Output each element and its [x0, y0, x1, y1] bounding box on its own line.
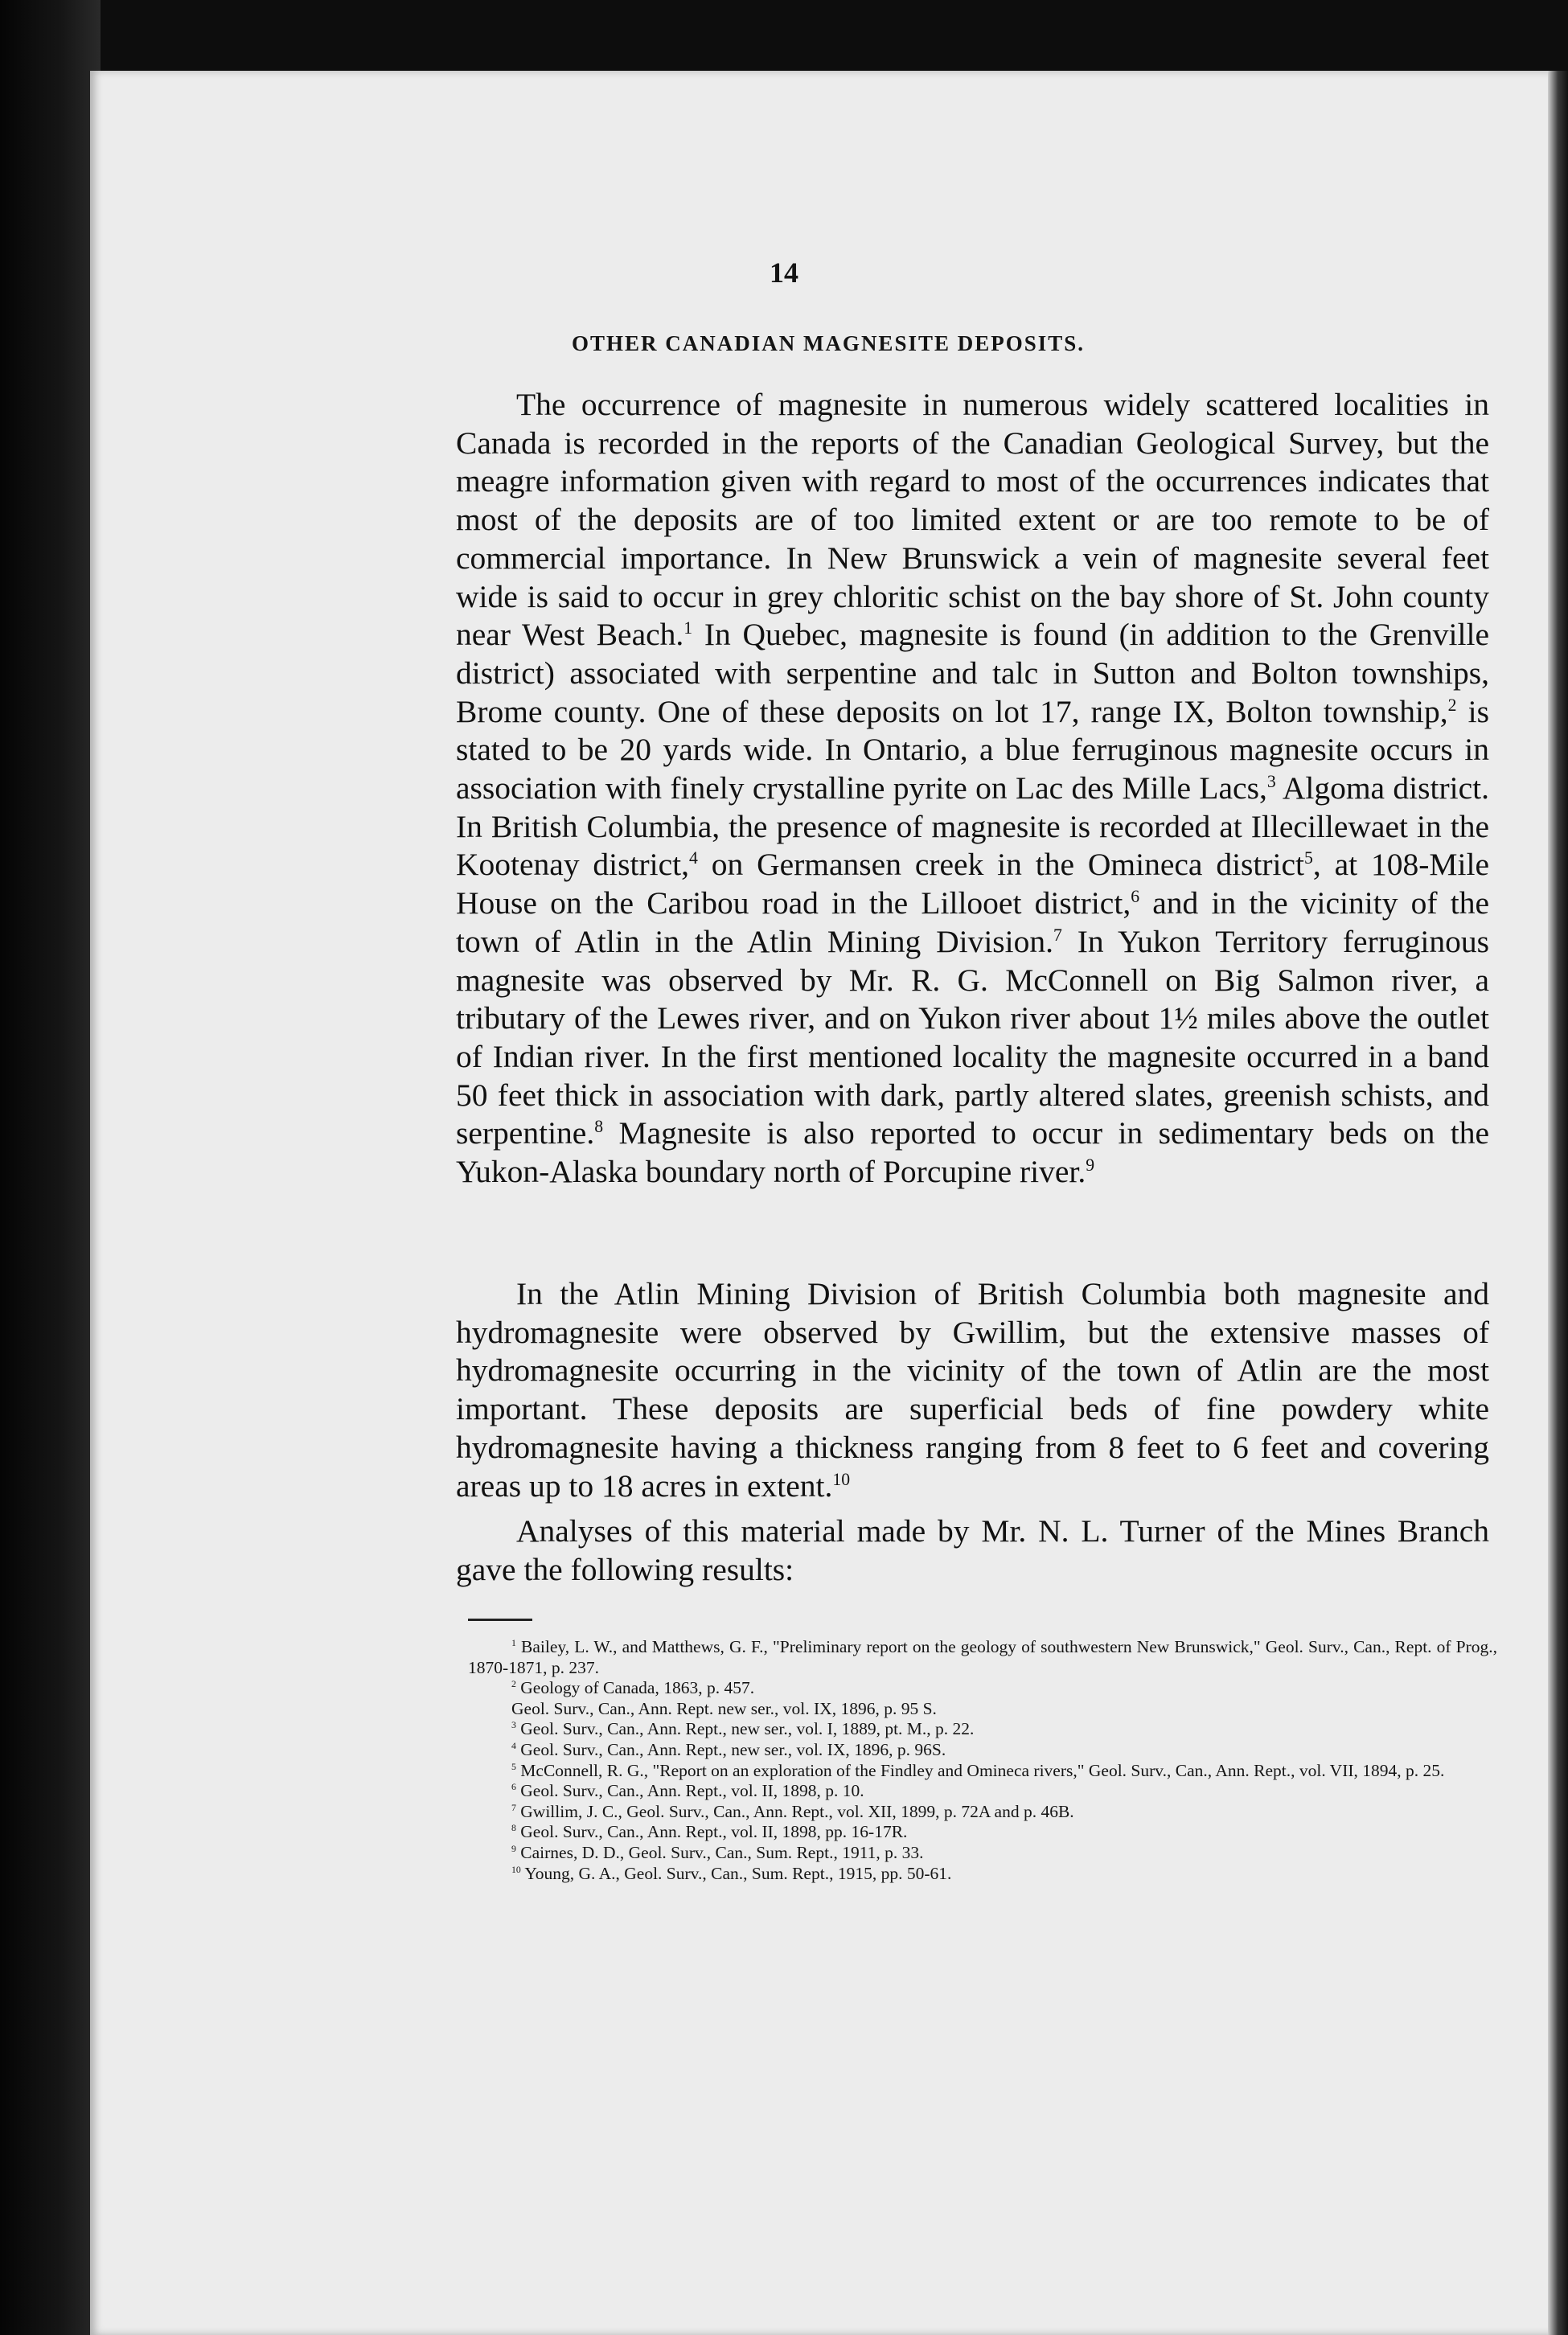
footnote-divider	[468, 1619, 532, 1621]
text-run: In Yukon Territory ferruginous magnesite was observed by Mr. R. G. McConnell on Big Salmon river, a tributary of the Lewes river, and on Yukon river about 1½ miles above the outlet of Indian river. In the first mentioned locality the magnesite occurred in a band 50 feet thick in association with dark, partly altered slates, greenish schists, and serpentine.	[456, 923, 1489, 1151]
footnote-text: Geol. Surv., Can., Ann. Rept. new ser., vol. IX, 1896, p. 95 S.	[511, 1698, 937, 1718]
footnote-ref: 4	[689, 848, 698, 868]
paragraph-text: Analyses of this material made by Mr. N. L. Turner of the Mines Branch gave the following results:	[456, 1513, 1489, 1587]
footnote-ref: 6	[1131, 886, 1140, 906]
text-run: Magnesite is also reported to occur in sedimentary beds on the Yukon-Alaska boundary north of Porcupine river.	[456, 1115, 1489, 1190]
text-run: The occurrence of magnesite in numerous widely scattered localities in Canada is recorded in the reports of the Canadian Geological Survey, but the meagre information given with regard to most of the occurrences indicates that most of the deposits are of too limited extent or are too remote to be of commercial importance. In New Brunswick a vein of magnesite several feet wide is said to occur in grey chloritic schist on the bay shore of St. John county near West Beach.	[456, 387, 1489, 653]
footnote-number: 10	[511, 1863, 521, 1875]
footnote	[468, 1699, 1497, 1720]
footnote	[468, 1678, 1497, 1699]
footnote-number: 5	[511, 1760, 516, 1772]
footnote	[468, 1843, 1497, 1864]
footnote-ref: 3	[1266, 771, 1276, 791]
footnote-text: Geol. Surv., Can., Ann. Rept., new ser., vol. I, 1889, pt. M., p. 22.	[520, 1719, 975, 1739]
text-run: is stated to be 20 yards wide. In Ontario, a blue ferruginous magnesite occurs in association with finely crystalline pyrite on Lac des Mille Lacs,	[456, 693, 1490, 806]
footnote-number: 2	[511, 1678, 516, 1690]
footnote-ref: 7	[1053, 925, 1062, 945]
text-run: and in the vicinity of the town of Atlin in the Atlin Mining Division.	[456, 885, 1489, 959]
paragraph-1	[456, 386, 1489, 1192]
paragraph-2	[456, 1275, 1489, 1505]
footnote-number: 4	[511, 1739, 516, 1751]
text-run: In Quebec, magnesite is found (in addition to the Grenville district) associated with serpentine and talc in Sutton and Bolton townships, Brome county. One of these deposits on lot 17, range IX, Bolton township,	[456, 617, 1489, 729]
section-heading: OTHER CANADIAN MAGNESITE DEPOSITS.	[571, 331, 1086, 355]
text-run: on Germansen creek in the Omineca district	[697, 847, 1305, 883]
footnote-ref: 5	[1304, 848, 1313, 868]
footnote-number: 7	[511, 1801, 516, 1813]
footnote-ref: 10	[832, 1469, 851, 1489]
footnote	[468, 1740, 1497, 1761]
footnote-ref: 9	[1086, 1155, 1095, 1175]
footnote-text: Geol. Surv., Can., Ann. Rept., new ser., vol. IX, 1896, p. 96S.	[520, 1739, 946, 1759]
page-number: 14	[770, 256, 798, 289]
footnote	[468, 1802, 1497, 1823]
footnote-number: 1	[511, 1636, 516, 1648]
footnote-text: Gwillim, J. C., Geol. Surv., Can., Ann. Rept., vol. XII, 1899, p. 72A and p. 46B.	[520, 1801, 1074, 1821]
paragraph-3	[456, 1512, 1489, 1589]
footnote	[468, 1864, 1497, 1885]
footnote	[468, 1822, 1497, 1843]
footnote	[468, 1761, 1497, 1782]
footnote-number: 8	[511, 1822, 516, 1834]
footnote-text: McConnell, R. G., "Report on an exploration of the Findley and Omineca rivers," Geol. Surv., Can., Ann. Rept., vol. VII, 1894, p. 25.	[520, 1760, 1445, 1780]
text-run: In the Atlin Mining Division of British Columbia both magnesite and hydromagnesite were observed by Gwillim, but the extensive masses of hydromagnesite occurring in the vicinity of the town of Atlin are the most important. These deposits are superficial beds of fine powdery white hydromagnesite having a thickness ranging from 8 feet to 6 feet and covering areas up to 18 acres in extent.	[456, 1276, 1489, 1504]
footnote-text: Young, G. A., Geol. Surv., Can., Sum. Rept., 1915, pp. 50-61.	[524, 1863, 952, 1883]
footnote	[468, 1781, 1497, 1802]
footnote-number: 6	[511, 1781, 516, 1792]
footnote-ref: 2	[1447, 695, 1457, 715]
footnote-text: Geol. Surv., Can., Ann. Rept., vol. II, 1898, p. 10.	[520, 1781, 864, 1801]
footnote-number: 3	[511, 1719, 516, 1731]
footnote-text: Cairnes, D. D., Geol. Surv., Can., Sum. Rept., 1911, p. 33.	[520, 1842, 924, 1862]
footnote-ref: 8	[594, 1117, 604, 1137]
footnote-ref: 1	[683, 618, 693, 638]
text-run: Algoma district. In British Columbia, the presence of magnesite is recorded at Illecillewaet in the Kootenay district,	[456, 770, 1489, 883]
text-run: , at 108-Mile House on the Caribou road in the Lillooet district,	[456, 847, 1489, 921]
footnote	[468, 1719, 1497, 1740]
footnote-text: Geol. Surv., Can., Ann. Rept., vol. II, 1898, pp. 16-17R.	[520, 1822, 908, 1842]
footnote	[468, 1637, 1497, 1678]
footnotes	[468, 1637, 1497, 1884]
footnote-text: Bailey, L. W., and Matthews, G. F., "Preliminary report on the geology of southwestern New Brunswick," Geol. Surv., Can., Rept. of Prog., 1870-1871, p. 237.	[468, 1637, 1497, 1677]
page-edge	[1548, 71, 1568, 2335]
footnote-text: Geology of Canada, 1863, p. 457.	[520, 1678, 755, 1698]
footnote-number: 9	[511, 1842, 516, 1854]
